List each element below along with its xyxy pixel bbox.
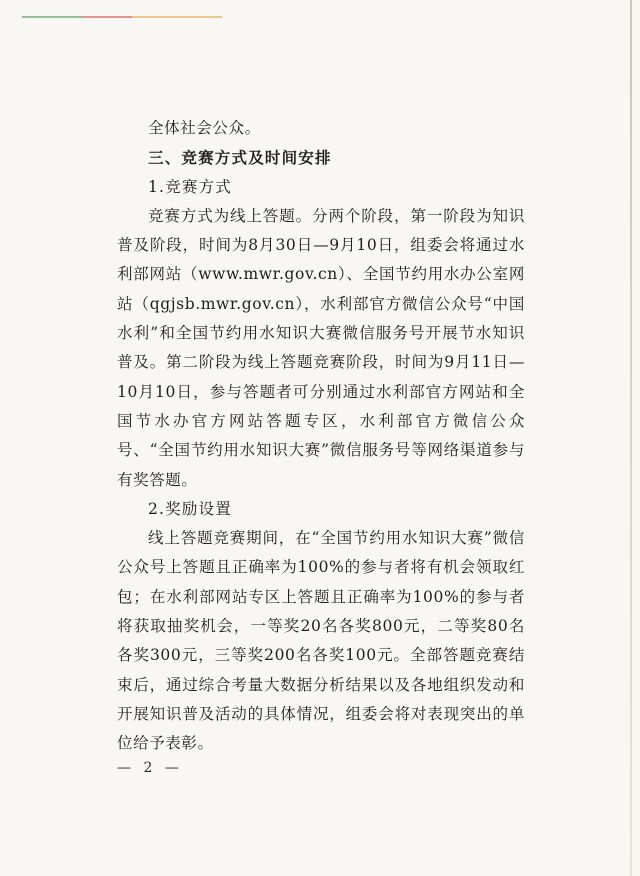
page-edge bbox=[630, 0, 632, 876]
subheading-awards: 2.奖励设置 bbox=[148, 499, 232, 518]
header-rule bbox=[22, 16, 222, 18]
paragraph-intro-continuation: 全体社会公众。 bbox=[148, 119, 261, 137]
section-heading-3: 三、竞赛方式及时间安排 bbox=[148, 148, 332, 168]
page-number: — 2 — bbox=[117, 760, 183, 776]
subheading-competition-format: 1.竞赛方式 bbox=[148, 177, 232, 196]
paragraph-competition-format: 竞赛方式为线上答题。分两个阶段，第一阶段为知识普及阶段，时间为8月30日—9月10日，组委会将通过水利部网站（www.mwr.gov.cn）、全国节约用水办公室网站（qgjsb.mwr.gov.cn），水利部官方微信公众号“中国水利”和全国节约用水知识大赛微信服务号开展节水知识普及。第二阶段为线上答题竞赛阶段，时间为9月11日—10月10日，参与答题者可分别通过水利部官方网站和全国节水办官方网站答题专区，水利部官方微信公众号、“全国节约用水知识大赛”微信服务号等网络渠道参与有奖答题。 bbox=[117, 206, 525, 489]
paragraph-awards: 线上答题竞赛期间，在“全国节约用水知识大赛”微信公众号上答题且正确率为100%的参与者将有机会领取红包；在水利部网站专区上答题且正确率为100%的参与者将获取抽奖机会，一等奖20名各奖800元，二等奖80名各奖300元，三等奖200名各奖100元。全部答题竞赛结束后，通过综合考量大数据分析结果以及各地组织发动和开展知识普及活动的具体情况，组委会将对表现突出的单位给予表彰。 bbox=[117, 529, 525, 753]
document-body bbox=[117, 114, 525, 759]
